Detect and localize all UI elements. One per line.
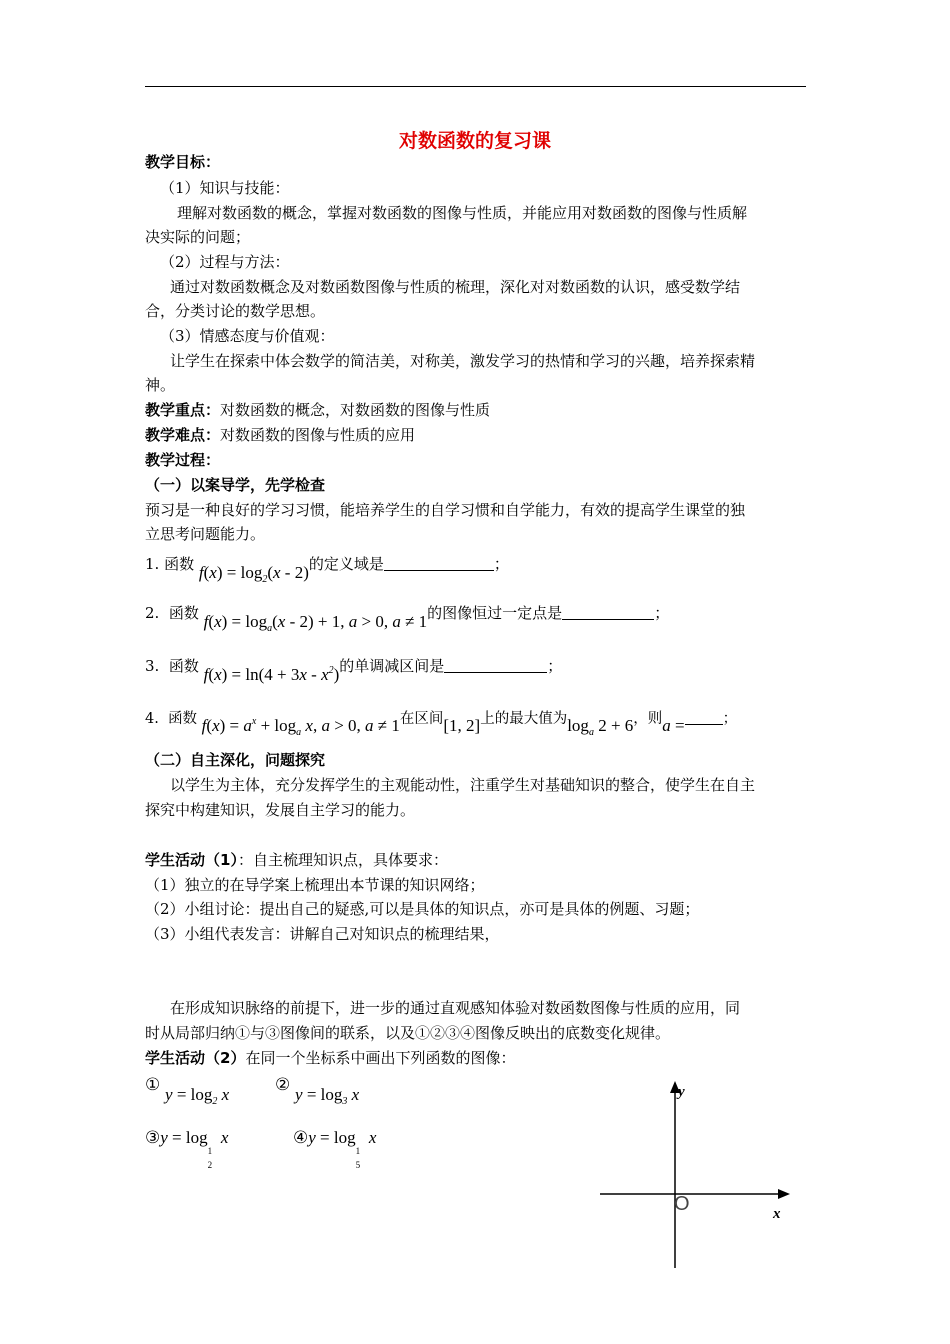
q4-formula: $f(x) = a^x + \log_a x$, a > 0, a ≠ 1 xyxy=(201,716,400,738)
q1-formula: $f(x) = \log_2(x - 2)$ xyxy=(198,563,309,585)
function-3-base-num: 1 xyxy=(207,1146,213,1156)
activity-1 xyxy=(145,850,448,870)
q3-formula: $f(x) = \ln(4 + 3x - x^2)$ xyxy=(203,665,340,684)
function-4-base-num: 1 xyxy=(355,1146,361,1156)
y-axis-label: y xyxy=(678,1084,685,1100)
q4-max-tail: 2 + 6 xyxy=(593,716,634,735)
function-4-base-den: 5 xyxy=(355,1160,361,1170)
function-2-formula: $y = \log_3 x$ xyxy=(295,1085,360,1107)
key-point-text: 对数函数的概念，对数函数的图像与性质 xyxy=(220,401,491,419)
q1-tail: 的定义域是 xyxy=(308,555,384,573)
activity-2-label: 学生活动（2） xyxy=(145,1049,246,1067)
section-1-heading: （一）以案导学，先学检查 xyxy=(145,476,326,494)
function-1 xyxy=(145,1075,230,1107)
activity-1-item-2: （2）小组讨论：提出自己的疑惑,可以是具体的知识点，亦可是具体的例题、习题； xyxy=(145,900,700,918)
function-4 xyxy=(293,1128,377,1170)
q4-end: ； xyxy=(722,711,738,727)
q4-max-value xyxy=(567,716,634,738)
q4-var xyxy=(662,716,684,735)
q2-num: 2. xyxy=(145,604,160,622)
function-2-marker: ② xyxy=(275,1075,291,1095)
activity-1-text: ：自主梳理知识点，具体要求： xyxy=(237,851,448,869)
question-3 xyxy=(145,652,563,684)
difficult-point xyxy=(145,425,415,445)
goal-2-heading: （2）过程与方法： xyxy=(160,253,290,271)
activity-1-item-1: （1）独立的在导学案上梳理出本节课的知识网络； xyxy=(145,876,485,894)
function-3 xyxy=(145,1128,229,1170)
q1-answer-blank[interactable] xyxy=(384,556,494,571)
activity-1-item-3: （3）小组代表发言：讲解自己对知识点的梳理结果， xyxy=(145,925,500,943)
q3-answer-blank[interactable] xyxy=(444,658,547,673)
question-4 xyxy=(145,704,738,738)
q4-var-a: a xyxy=(662,716,671,735)
q1-word: 函数 xyxy=(164,555,195,573)
q1-num: 1. xyxy=(145,555,160,573)
function-4-formula: y = log 1 5 x xyxy=(308,1128,377,1170)
q2-tail: 的图像恒过一定点是 xyxy=(427,604,563,622)
doc-title: 对数函数的复习课 xyxy=(398,130,551,152)
q4-mid1: 在区间 xyxy=(399,711,444,727)
q4-word: 函数 xyxy=(168,711,198,727)
paragraph-a: 在形成知识脉络的前提下，进一步的通过直观感知体验对数函数图像与性质的应用，同 xyxy=(170,999,741,1017)
function-3-marker: ③ xyxy=(145,1128,161,1148)
section-1-text-b: 立思考问题能力。 xyxy=(145,525,266,543)
paragraph-b: 时从局部归纳①与③图像间的联系，以及①②③④图像反映出的底数变化规律。 xyxy=(145,1024,671,1042)
q4-mid3: ，则 xyxy=(633,711,663,727)
function-2-base: 3 xyxy=(342,1096,348,1107)
activity-2-text: 在同一个坐标系中画出下列函数的图像： xyxy=(245,1049,516,1067)
q4-num: 4. xyxy=(145,711,159,727)
function-2 xyxy=(275,1075,360,1107)
question-1 xyxy=(145,554,509,585)
goal-1-heading: （1）知识与技能： xyxy=(160,179,290,197)
q1-end: ； xyxy=(493,555,509,573)
section-2-heading: （二）自主深化，问题探究 xyxy=(145,751,326,769)
goal-3-text-b: 神。 xyxy=(145,376,176,394)
section-2-text-b: 探究中构建知识，发展自主学习的能力。 xyxy=(145,801,416,819)
goal-2-text-a: 通过对数函数概念及对数函数图像与性质的梳理，深化对对数函数的认识，感受数学结 xyxy=(170,278,741,296)
difficult-point-label: 教学难点： xyxy=(145,426,221,444)
function-3-base-den: 2 xyxy=(207,1160,213,1170)
q3-end: ； xyxy=(547,657,563,675)
function-1-base: 2 xyxy=(212,1096,218,1107)
coordinate-axes xyxy=(590,1078,800,1273)
difficult-point-text: 对数函数的图像与性质的应用 xyxy=(220,426,416,444)
function-4-marker: ④ xyxy=(293,1128,309,1148)
goal-2-text-b: 合，分类讨论的数学思想。 xyxy=(145,302,326,320)
key-point xyxy=(145,400,490,420)
section-1-text-a: 预习是一种良好的学习习惯，能培养学生的自学习惯和自学能力，有效的提高学生课堂的独 xyxy=(145,501,746,519)
process-heading: 教学过程： xyxy=(145,451,221,469)
q4-eq: = xyxy=(670,716,685,735)
activity-2 xyxy=(145,1048,515,1068)
question-2 xyxy=(145,603,670,634)
q4-max-log: log xyxy=(567,716,589,735)
section-2-text-a: 以学生为主体，充分发挥学生的主观能动性，注重学生对基础知识的整合，使学生在自主 xyxy=(170,776,756,794)
activity-1-label: 学生活动（1） xyxy=(145,851,238,869)
q4-mid2: 上的最大值为 xyxy=(480,711,568,727)
header-rule xyxy=(145,86,806,87)
q3-num: 3. xyxy=(145,657,160,675)
x-axis-label: x xyxy=(773,1206,781,1222)
function-1-formula: $y = \log_2 x$ xyxy=(165,1085,230,1107)
goal-3-text-a: 让学生在探索中体会数学的简洁美，对称美，激发学习的热情和学习的兴趣，培养探索精 xyxy=(170,352,756,370)
x-axis-arrow xyxy=(778,1189,790,1199)
q2-formula: $f(x) = \log_a(x - 2) + 1$, a > 0, a ≠ 1 xyxy=(203,612,428,634)
function-3-formula: y = log 1 2 x xyxy=(160,1128,229,1170)
q4-interval: [1, 2] xyxy=(443,716,481,735)
q2-answer-blank[interactable] xyxy=(562,605,654,620)
q2-word: 函数 xyxy=(168,604,199,622)
goal-1-text-a: 理解对数函数的概念，掌握对数函数的图像与性质，并能应用对数函数的图像与性质解 xyxy=(177,204,748,222)
function-1-marker: ① xyxy=(145,1075,161,1095)
q2-end: ； xyxy=(654,604,670,622)
goal-3-heading: （3）情感态度与价值观： xyxy=(160,327,335,345)
goal-1-text-b: 决实际的问题； xyxy=(145,228,251,246)
q4-max-sub: a xyxy=(588,727,594,738)
origin-label: O xyxy=(674,1193,690,1215)
q3-word: 函数 xyxy=(168,657,199,675)
key-point-label: 教学重点： xyxy=(145,401,221,419)
goals-heading: 教学目标： xyxy=(145,153,221,171)
q4-answer-blank[interactable] xyxy=(685,710,723,725)
q3-tail: 的单调减区间是 xyxy=(339,657,445,675)
